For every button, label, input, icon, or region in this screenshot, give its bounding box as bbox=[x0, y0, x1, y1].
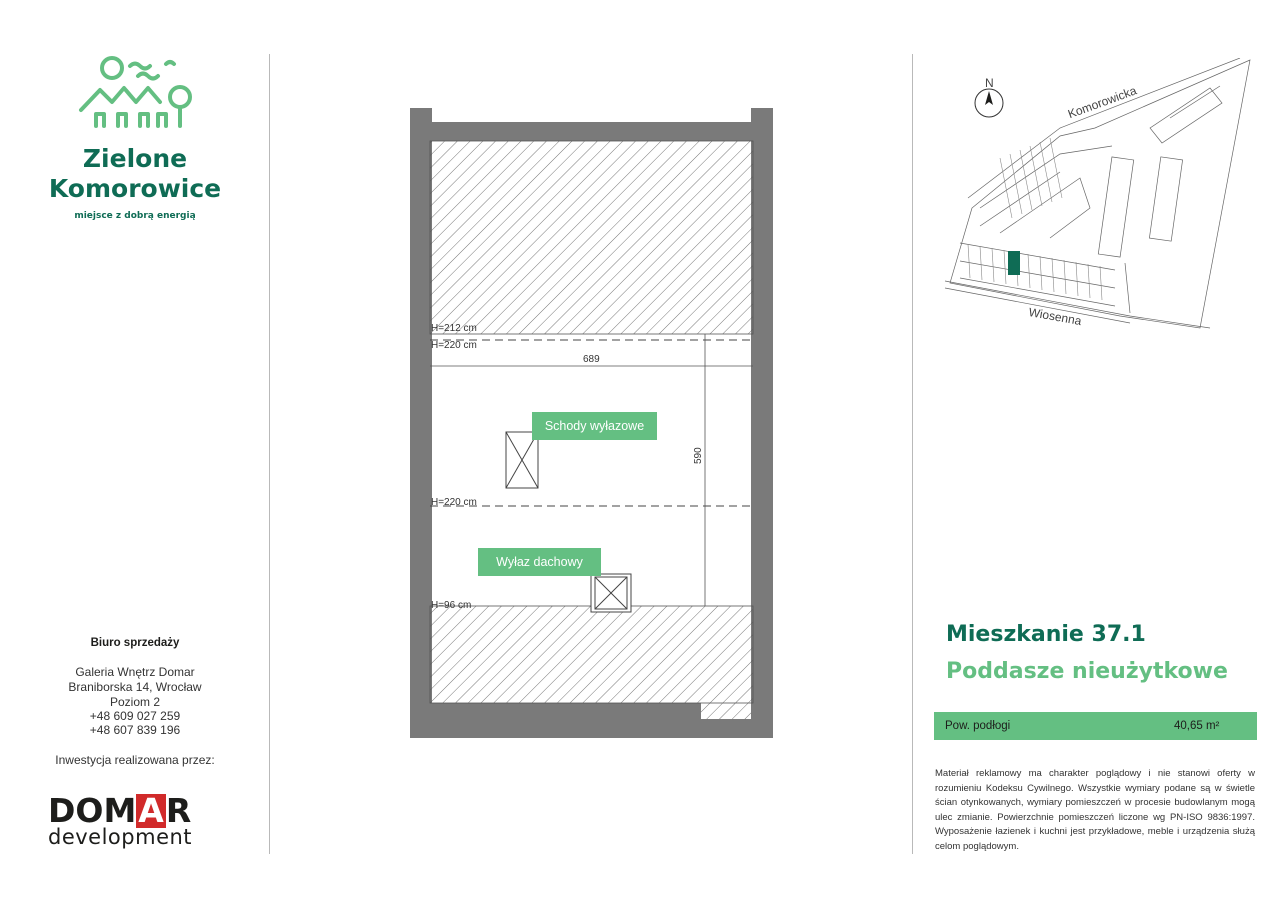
sales-office-line: Poziom 2 bbox=[109, 695, 161, 709]
developer-sub: development bbox=[48, 825, 193, 849]
investor-label: Inwestycja realizowana przez: bbox=[55, 753, 215, 767]
roof-hatch-label: Wyłaz dachowy bbox=[478, 548, 601, 576]
height-label: H=220 cm bbox=[431, 340, 477, 351]
height-label: H=212 cm bbox=[431, 323, 477, 334]
street-komorowicka: Komorowicka bbox=[1066, 83, 1139, 122]
sales-office-line: Galeria Wnętrz Domar bbox=[75, 665, 195, 679]
developer-logo bbox=[48, 791, 228, 849]
sales-office-phone[interactable]: +48 607 839 196 bbox=[89, 723, 181, 737]
dimension-width: 689 bbox=[583, 354, 600, 365]
developer-word-end: R bbox=[165, 791, 192, 830]
developer-word-accent: A bbox=[138, 791, 164, 830]
brand-name-line2: Komorowice bbox=[48, 174, 222, 203]
brand-name-line1: Zielone bbox=[82, 144, 188, 173]
low-zone-top bbox=[430, 141, 753, 334]
sales-office-title: Biuro sprzedaży bbox=[90, 637, 180, 649]
brand-logo-icon bbox=[78, 52, 194, 130]
area-value: 40,65 m² bbox=[1174, 720, 1220, 732]
left-divider bbox=[269, 54, 270, 854]
roof-hatch bbox=[591, 574, 631, 612]
apartment-subtitle: Poddasze nieużytkowe bbox=[946, 659, 1228, 684]
disclaimer-text: Materiał reklamowy ma charakter poglądowy i nie stanowi oferty w rozumieniu Kodeksu Cywilnego. Wszystkie wymiary podane są w świetle ścian otynkowanych, wymiary pomieszczeń w procesie budowlanym mogą ulec zmianie. Powierzchnie pomieszczeń liczone wg PN-ISO 9836:1997. Wyposażenie łazienek i kuchni jest przykładowe, meble i urządzenia służą celom poglądowym. bbox=[935, 768, 1255, 852]
sales-office-line: Braniborska 14, Wrocław bbox=[68, 680, 202, 694]
dimension-height: 590 bbox=[693, 447, 704, 464]
compass-north-letter: N bbox=[985, 76, 994, 90]
developer-word-start: DOM bbox=[48, 791, 137, 830]
right-divider bbox=[912, 54, 913, 854]
stairs-label: Schody wyłazowe bbox=[532, 412, 657, 440]
low-zone-bottom bbox=[430, 606, 753, 703]
highlighted-unit bbox=[1008, 251, 1020, 275]
street-wiosenna: Wiosenna bbox=[1027, 305, 1083, 329]
brand-tagline: miejsce z dobrą energią bbox=[74, 211, 196, 221]
apartment-title: Mieszkanie 37.1 bbox=[946, 622, 1146, 647]
area-label: Pow. podłogi bbox=[945, 720, 1011, 732]
sales-office-phone[interactable]: +48 609 027 259 bbox=[89, 709, 181, 723]
height-label: H=96 cm bbox=[431, 600, 472, 611]
area-row bbox=[934, 712, 1257, 740]
north-compass-icon bbox=[975, 89, 1003, 117]
height-label: H=220 cm bbox=[431, 497, 477, 508]
